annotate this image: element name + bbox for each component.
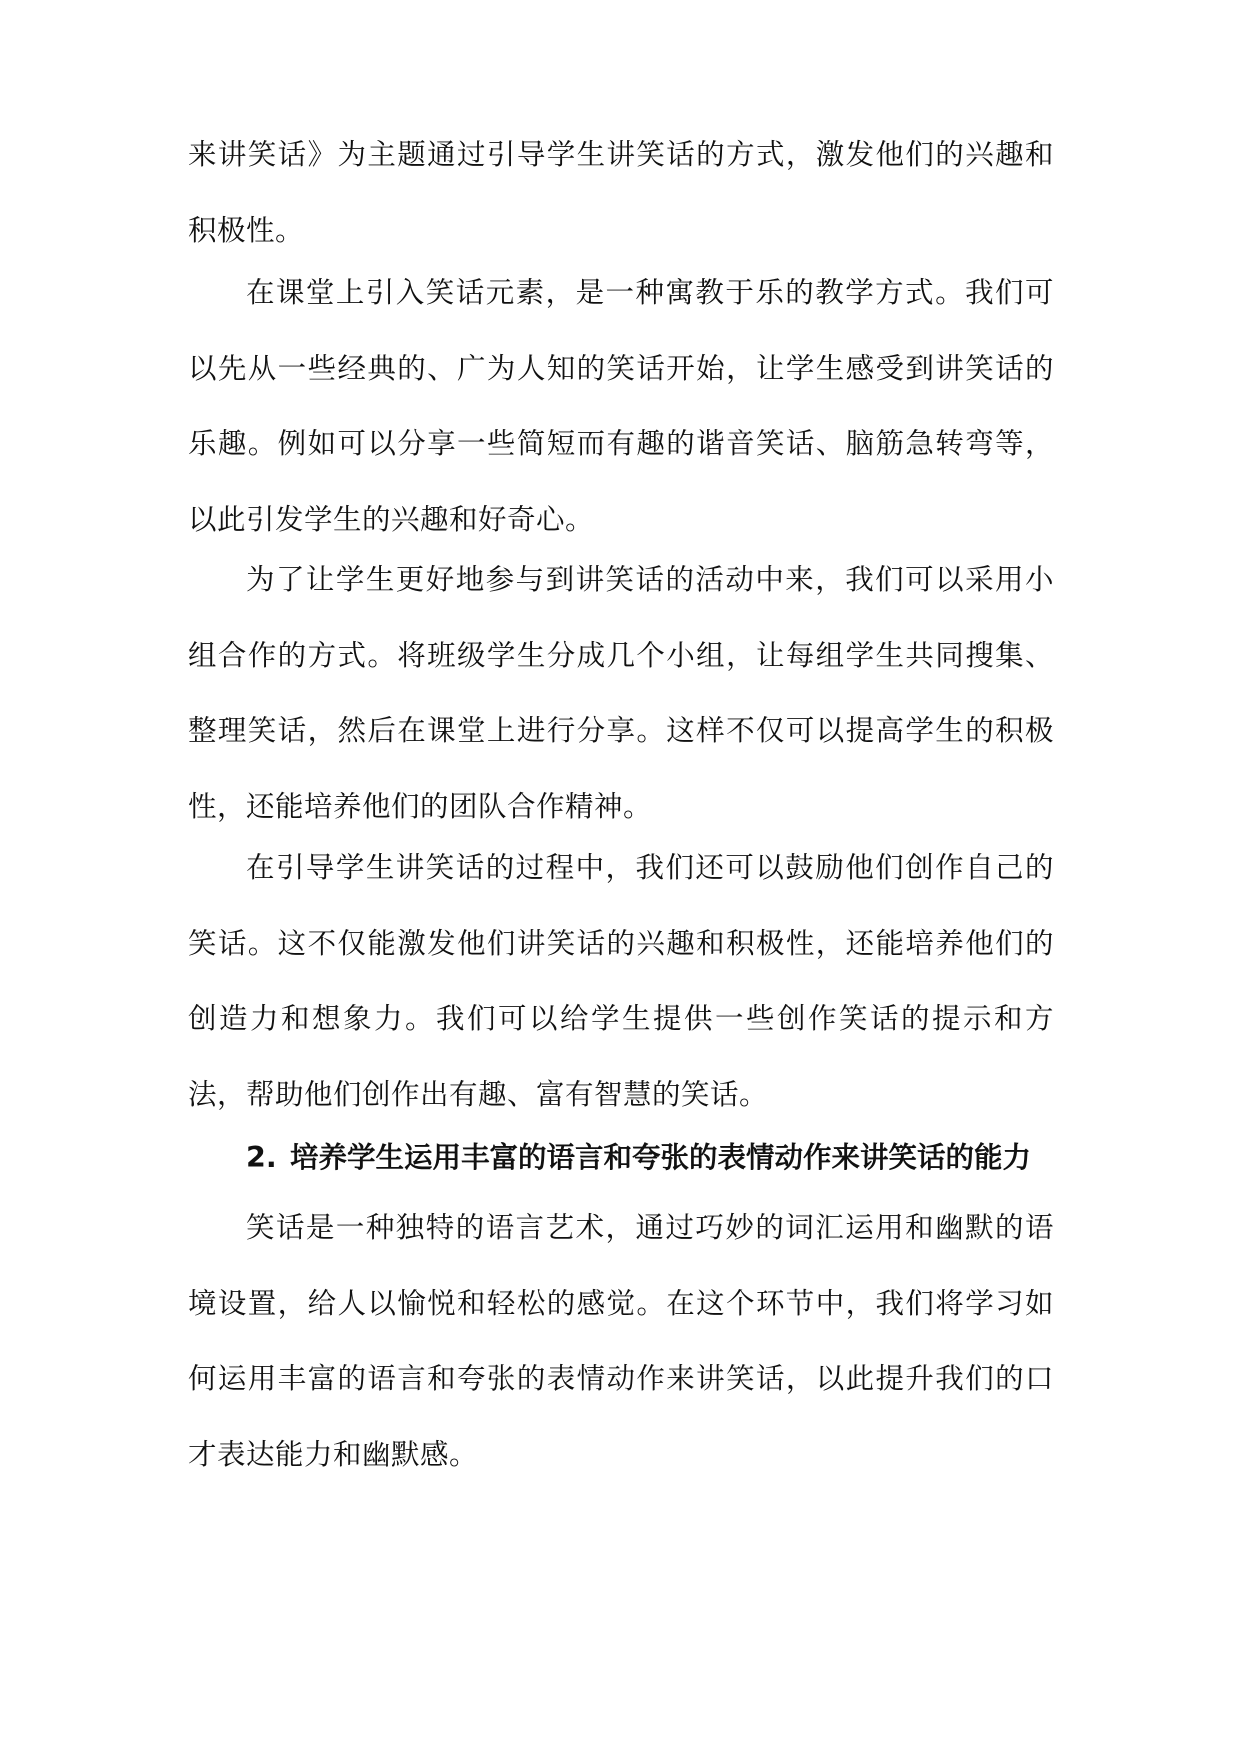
section-heading bbox=[246, 1138, 1066, 1178]
document-page bbox=[188, 0, 1054, 1754]
paragraph-intro-continued: 来讲笑话》为主题通过引导学生讲笑话的方式，激发他们的兴趣和积极性。 bbox=[188, 138, 1054, 247]
paragraph-group-cooperation: 为了让学生更好地参与到讲笑话的活动中来，我们可以采用小组合作的方式。将班级学生分成几个小组，让每组学生共同搜集、整理笑话，然后在课堂上进行分享。这样不仅可以提高学生的积极性，还能培养他们的团队合作精神。 bbox=[188, 563, 1054, 823]
section-number: 2. bbox=[246, 1141, 277, 1174]
section-title: 培养学生运用丰富的语言和夸张的表情动作来讲笑话的能力 bbox=[290, 1141, 1032, 1174]
paragraph-create-jokes: 在引导学生讲笑话的过程中，我们还可以鼓励他们创作自己的笑话。这不仅能激发他们讲笑话的兴趣和积极性，还能培养他们的创造力和想象力。我们可以给学生提供一些创作笑话的提示和方法，帮助他们创作出有趣、富有智慧的笑话。 bbox=[188, 851, 1054, 1111]
paragraph-language-art: 笑话是一种独特的语言艺术，通过巧妙的词汇运用和幽默的语境设置，给人以愉悦和轻松的感觉。在这个环节中，我们将学习如何运用丰富的语言和夸张的表情动作来讲笑话，以此提升我们的口才表达能力和幽默感。 bbox=[188, 1211, 1054, 1471]
paragraph-joke-elements: 在课堂上引入笑话元素，是一种寓教于乐的教学方式。我们可以先从一些经典的、广为人知的笑话开始，让学生感受到讲笑话的乐趣。例如可以分享一些简短而有趣的谐音笑话、脑筋急转弯等，以此引发学生的兴趣和好奇心。 bbox=[188, 276, 1054, 536]
